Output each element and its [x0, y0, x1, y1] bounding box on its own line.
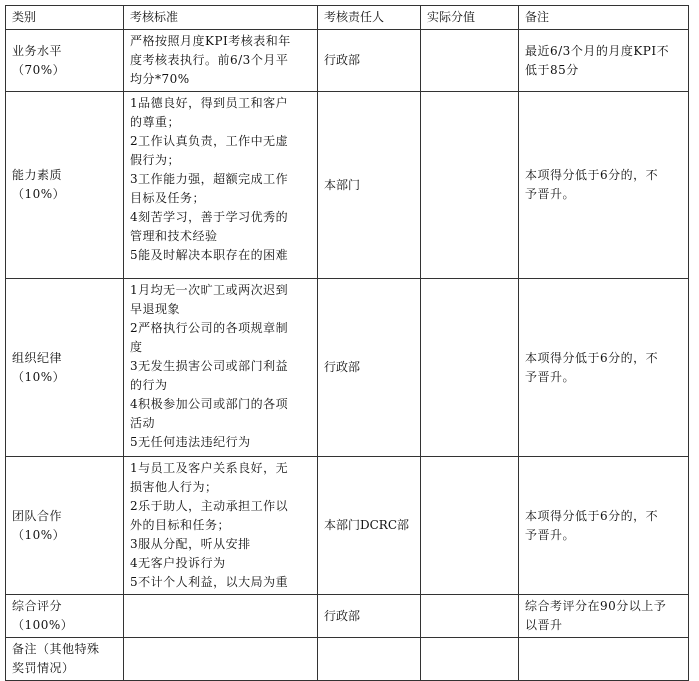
- header-score: 实际分值: [421, 6, 519, 30]
- category-cell: [6, 279, 124, 457]
- remark-cell: [519, 92, 689, 279]
- header-row: [6, 6, 689, 30]
- category-weight: （100%）: [12, 618, 74, 632]
- standard-line: 2工作认真负责，工作中无虚: [130, 134, 289, 148]
- standard-line: 5无任何违法违纪行为: [130, 435, 251, 449]
- responsible-cell: 行政部: [318, 595, 421, 638]
- remark-line: 最近6/3个月的月度KPI不: [525, 43, 670, 58]
- category-text: 业务水平: [12, 43, 63, 58]
- standard-line: 严格按照月度KPI考核表和年: [130, 34, 291, 48]
- standard-line: 1月均无一次旷工或两次迟到: [130, 283, 289, 297]
- score-cell: [421, 457, 519, 595]
- remark-line: 本项得分低于6分的，不: [525, 508, 659, 523]
- category-text: 团队合作: [12, 508, 63, 523]
- header-category: 类别: [6, 6, 124, 30]
- category-text: 奖罚情况）: [12, 661, 75, 675]
- standard-line: 1品德良好，得到员工和客户: [130, 96, 289, 110]
- table-row: [6, 595, 689, 638]
- standard-line: 早退现象: [130, 302, 181, 316]
- category-cell: [6, 30, 124, 92]
- standard-line: 的行为: [130, 378, 168, 392]
- header-remark: 备注: [519, 6, 689, 30]
- table-row: [6, 279, 689, 457]
- standard-line: 的尊重；: [130, 115, 181, 129]
- responsible-cell: [318, 457, 421, 595]
- category-weight: （10%）: [12, 369, 66, 384]
- standard-cell: [124, 92, 318, 279]
- standard-line: 度: [130, 340, 143, 354]
- standard-line: 4无客户投诉行为: [130, 556, 226, 570]
- table-row: [6, 638, 689, 681]
- standard-line: 5能及时解决本职存在的困难: [130, 248, 289, 262]
- remark-line: 以晋升: [525, 618, 563, 632]
- table-row: [6, 30, 689, 92]
- header-standard: 考核标准: [124, 6, 318, 30]
- table-row: [6, 457, 689, 595]
- score-cell: [421, 92, 519, 279]
- category-text: 能力素质: [12, 168, 63, 182]
- standard-line: 度考核表执行。前6/3个月平: [130, 53, 289, 67]
- standard-line: 1与员工及客户关系良好，无: [130, 461, 289, 475]
- standard-line: 5不计个人利益，以大局为重: [130, 575, 289, 589]
- standard-cell: [124, 595, 318, 638]
- score-cell: [421, 30, 519, 92]
- responsible-cell: 行政部: [318, 279, 421, 457]
- score-cell: [421, 279, 519, 457]
- category-text: 组织纪律: [12, 350, 63, 365]
- standard-line: 外的目标和任务；: [130, 518, 231, 532]
- standard-line: 2严格执行公司的各项规章制: [130, 321, 289, 335]
- standard-line: 3工作能力强，超额完成工作: [130, 172, 289, 186]
- remark-line: 综合考评分在90分以上予: [525, 599, 667, 613]
- remark-line: 予晋升。: [525, 369, 576, 384]
- remark-line: 本项得分低于6分的，不: [525, 168, 659, 182]
- standard-line: 2乐于助人，主动承担工作以: [130, 499, 289, 513]
- remark-cell: [519, 638, 689, 681]
- standard-line: 损害他人行为；: [130, 480, 218, 494]
- appraisal-table: [5, 5, 689, 681]
- standard-line: 4刻苦学习，善于学习优秀的: [130, 210, 289, 224]
- remark-cell: [519, 30, 689, 92]
- standard-line: 4积极参加公司或部门的各项: [130, 397, 289, 411]
- remark-line: 本项得分低于6分的，不: [525, 350, 659, 365]
- standard-cell: [124, 457, 318, 595]
- standard-line: 活动: [130, 416, 156, 430]
- category-text: 备注（其他特殊: [12, 642, 100, 656]
- responsible-cell: [318, 638, 421, 681]
- remark-line: 予晋升。: [525, 527, 576, 542]
- standard-cell: [124, 638, 318, 681]
- standard-line: 假行为；: [130, 153, 181, 167]
- remark-cell: [519, 279, 689, 457]
- remark-line: 予晋升。: [525, 187, 576, 201]
- responsible-cell: 本部门: [318, 92, 421, 279]
- category-cell: [6, 638, 124, 681]
- header-responsible: 考核责任人: [318, 6, 421, 30]
- category-cell: [6, 595, 124, 638]
- remark-cell: [519, 595, 689, 638]
- standard-line: 目标及任务；: [130, 191, 206, 205]
- table-row: [6, 92, 689, 279]
- responsible-cell: 行政部: [318, 30, 421, 92]
- score-cell: [421, 638, 519, 681]
- responsible-text: 本部门DCRC部: [324, 518, 410, 532]
- score-cell: [421, 595, 519, 638]
- remark-line: 低于85分: [525, 62, 579, 77]
- category-weight: （70%）: [12, 62, 66, 77]
- category-text: 综合评分: [12, 599, 63, 613]
- category-cell: [6, 457, 124, 595]
- remark-cell: [519, 457, 689, 595]
- standard-line: 管理和技术经验: [130, 229, 218, 243]
- standard-cell: [124, 279, 318, 457]
- standard-line: 3无发生损害公司或部门利益: [130, 359, 289, 373]
- standard-cell: [124, 30, 318, 92]
- category-weight: （10%）: [12, 527, 66, 542]
- category-weight: （10%）: [12, 187, 66, 201]
- category-cell: [6, 92, 124, 279]
- standard-line: 3服从分配，听从安排: [130, 537, 251, 551]
- standard-line: 均分*70%: [130, 72, 190, 86]
